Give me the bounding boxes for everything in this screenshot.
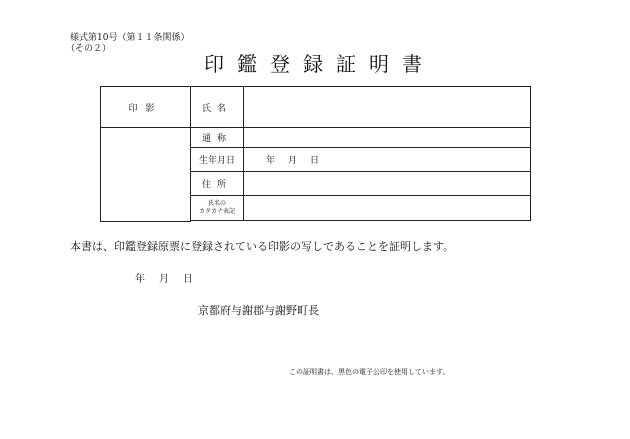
birthdate-value: 年 月 日	[244, 148, 531, 172]
address-value	[244, 172, 531, 196]
seal-impression-area	[101, 128, 191, 222]
form-number: 様式第10号（第１１条関係）	[70, 33, 190, 43]
alias-value	[244, 128, 531, 148]
katakana-name-label: 氏名の カタカナ表記	[191, 196, 244, 221]
address-label: 住所	[191, 172, 244, 196]
name-label: 氏名	[191, 87, 244, 128]
form-sub-number: （その２）	[66, 44, 112, 54]
document-title: 印鑑登録証明書	[204, 52, 435, 76]
katakana-name-value	[244, 196, 531, 221]
birthdate-label: 生年月日	[191, 148, 244, 172]
certification-text: 本書は、印鑑登録原票に登録されている印影の写しであることを証明します。	[70, 240, 455, 253]
issuer-name: 京都府与謝郡与謝野町長	[198, 304, 319, 317]
name-value	[244, 87, 531, 128]
certificate-table	[100, 86, 531, 222]
footnote: この証明書は、黒色の電子公印を使用しています。	[289, 368, 450, 376]
seal-label: 印影	[101, 87, 191, 128]
issue-date: 年 月 日	[135, 274, 195, 285]
alias-label: 通称	[191, 128, 244, 148]
